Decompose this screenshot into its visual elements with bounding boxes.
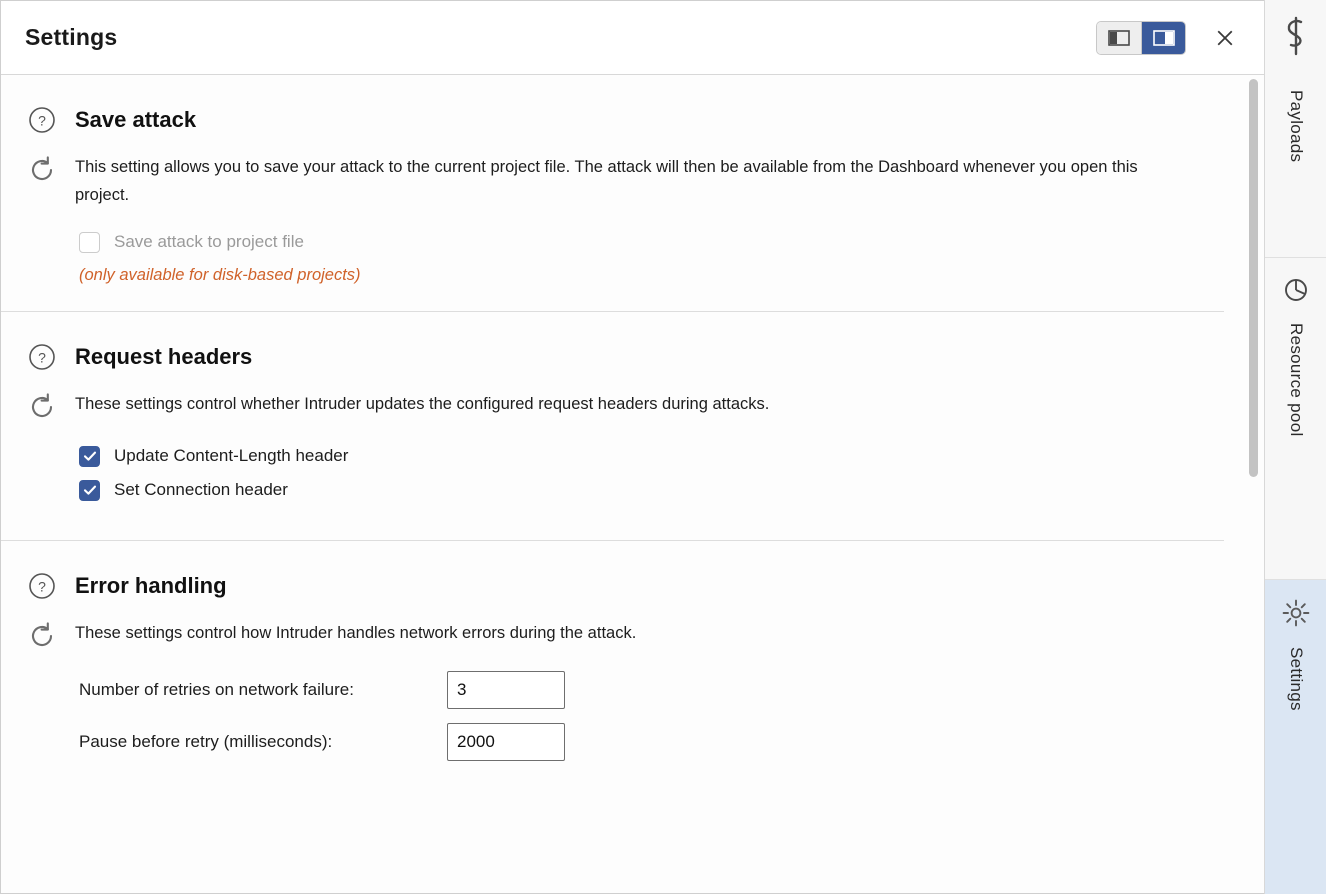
update-content-length-label: Update Content-Length header xyxy=(114,446,349,466)
pause-field-row xyxy=(79,723,1200,761)
retries-input[interactable] xyxy=(447,671,565,709)
reset-icon[interactable] xyxy=(25,153,59,187)
retries-label: Number of retries on network failure: xyxy=(79,679,354,699)
close-icon[interactable] xyxy=(1208,21,1242,55)
layout-left-icon[interactable] xyxy=(1097,22,1141,54)
checkbox-group xyxy=(79,232,1200,253)
section-title: Error handling xyxy=(75,572,227,598)
section-title: Request headers xyxy=(75,343,253,369)
burp-logo-icon xyxy=(1265,0,1326,72)
checkbox-row-content-length[interactable] xyxy=(79,446,1200,467)
gear-icon xyxy=(1281,598,1311,633)
help-icon[interactable] xyxy=(25,103,59,137)
sidebar-item-label: Payloads xyxy=(1287,90,1306,163)
sidebar-item-settings[interactable] xyxy=(1265,580,1326,894)
section-description: These settings control whether Intruder updates the configured request headers during attacks. xyxy=(75,394,770,413)
section-error-handling xyxy=(1,540,1224,801)
section-description: This setting allows you to save your attack to the current project file. The attack will then be available from the Dashboard whenever you open this project. xyxy=(75,158,1138,205)
section-body xyxy=(25,619,1200,653)
sidebar-item-resource-pool[interactable] xyxy=(1265,258,1326,580)
disk-based-note: (only available for disk-based projects) xyxy=(79,265,361,284)
section-request-headers xyxy=(1,311,1224,540)
section-body xyxy=(25,153,1200,210)
settings-content xyxy=(1,75,1264,893)
resource-pool-icon xyxy=(1282,276,1310,309)
help-icon[interactable] xyxy=(25,569,59,603)
scrollbar-thumb[interactable] xyxy=(1249,79,1258,477)
sidebar-item-label: Settings xyxy=(1287,647,1306,711)
pause-label: Pause before retry (milliseconds): xyxy=(79,731,333,751)
update-content-length-checkbox[interactable] xyxy=(79,446,100,467)
title-bar-actions xyxy=(1096,21,1242,55)
checkbox-group xyxy=(79,446,1200,501)
section-description: These settings control how Intruder handles network errors during the attack. xyxy=(75,623,637,642)
set-connection-header-label: Set Connection header xyxy=(114,480,288,500)
section-header xyxy=(25,340,1200,374)
section-title: Save attack xyxy=(75,107,197,132)
sidebar-item-payloads[interactable] xyxy=(1265,72,1326,258)
set-connection-header-checkbox[interactable] xyxy=(79,480,100,501)
checkbox-row-save-attack[interactable] xyxy=(79,232,1200,253)
checkbox-row-connection-header[interactable] xyxy=(79,480,1200,501)
help-icon[interactable] xyxy=(25,340,59,374)
layout-right-icon[interactable] xyxy=(1141,22,1185,54)
section-header xyxy=(25,103,1200,137)
section-save-attack xyxy=(1,75,1224,311)
section-header xyxy=(25,569,1200,603)
section-body xyxy=(25,390,1200,424)
reset-icon[interactable] xyxy=(25,619,59,653)
pause-input[interactable] xyxy=(447,723,565,761)
settings-scroll-area xyxy=(1,75,1264,893)
page-title: Settings xyxy=(25,24,118,50)
title-bar xyxy=(1,1,1264,75)
reset-icon[interactable] xyxy=(25,390,59,424)
layout-toggle-group xyxy=(1096,21,1186,55)
vertical-scrollbar[interactable] xyxy=(1249,75,1258,893)
retries-field-row xyxy=(79,671,1200,709)
side-tab-rail xyxy=(1264,0,1326,894)
save-attack-checkbox[interactable] xyxy=(79,232,100,253)
save-attack-checkbox-label: Save attack to project file xyxy=(114,232,304,252)
svg-text:?: ? xyxy=(38,349,46,366)
sidebar-item-label: Resource pool xyxy=(1287,323,1306,437)
svg-text:?: ? xyxy=(38,578,46,595)
svg-text:?: ? xyxy=(38,112,46,129)
